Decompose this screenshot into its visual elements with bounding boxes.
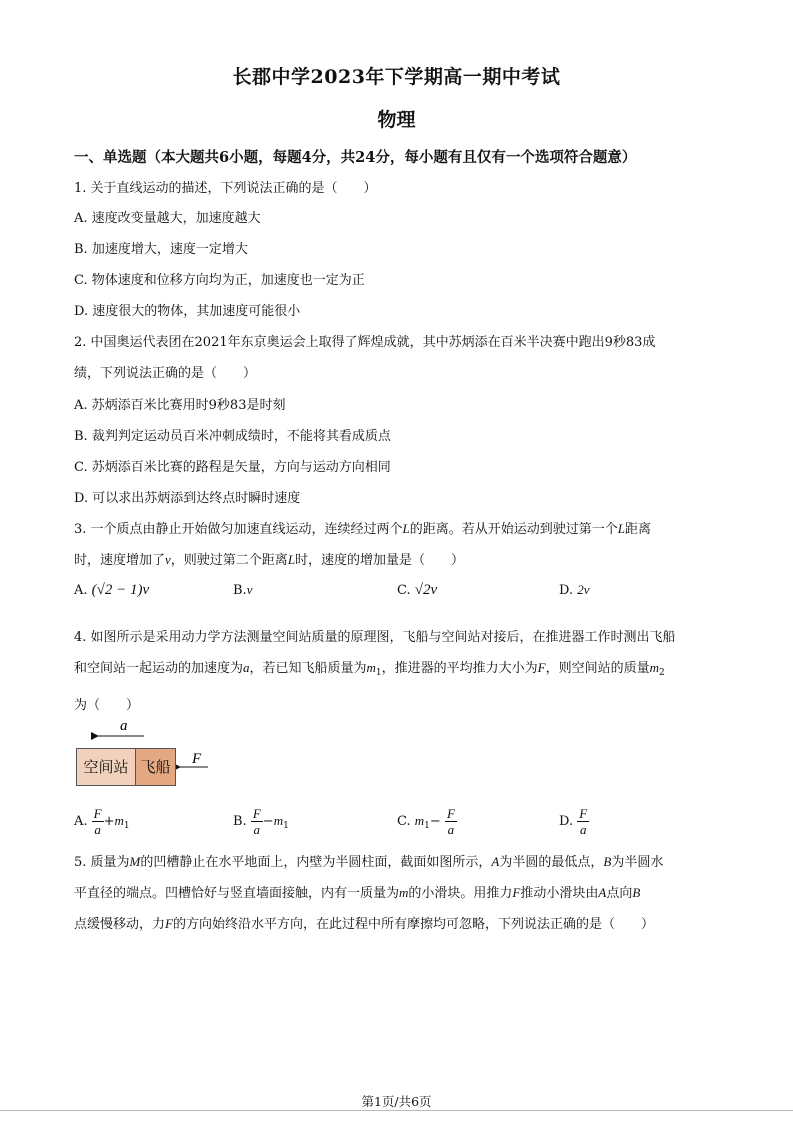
q4-opt-b-label: B. xyxy=(233,814,247,829)
q4-stem-line3: 为（ ） xyxy=(74,698,140,713)
q5-text-2a: 平直径的端点。凹槽恰好与竖直墙面接触，内有一质量为 xyxy=(74,886,400,901)
q3-opt-c-label: C. xyxy=(397,583,411,598)
q3-opt-a-expr: (√2 − 1)v xyxy=(91,582,150,598)
q1-stem: 1. 关于直线运动的描述，下列说法正确的是（ ） xyxy=(74,181,377,196)
q4-option-d xyxy=(559,806,589,837)
q3-var-v: v xyxy=(165,552,171,567)
q1-option-d: D. 速度很大的物体，其加速度可能很小 xyxy=(74,304,301,319)
q5-text-3a: 点缓慢移动，力 xyxy=(74,917,166,932)
q2-option-b: B. 裁判判定运动员百米冲刺成绩时，不能将其看成质点 xyxy=(74,429,391,444)
q3-stem-line1 xyxy=(74,518,651,537)
m1-symbol: m xyxy=(114,813,124,828)
m1-sub: 1 xyxy=(283,821,289,831)
q3-opt-b-expr: v xyxy=(246,582,253,597)
subject-title: 物理 xyxy=(377,109,416,131)
footer-divider xyxy=(0,1110,793,1111)
q5-var-b2: B xyxy=(632,885,641,900)
frac-denominator: a xyxy=(447,822,455,837)
q5-var-f2: F xyxy=(165,916,173,931)
frac-numerator: F xyxy=(93,806,102,821)
q4-var-m1: m xyxy=(366,660,376,675)
q2-option-c: C. 苏炳添百米比赛的路程是矢量，方向与运动方向相同 xyxy=(74,460,391,475)
spaceship-box: 飞船 xyxy=(135,748,176,786)
space-station-box: 空间站 xyxy=(76,748,136,786)
frac-denominator: a xyxy=(579,822,587,837)
q3-text-1c: 距离 xyxy=(625,522,652,537)
q4-opt-a-label: A. xyxy=(74,814,88,829)
q3-text-1b: 的距离。若从开始运动到驶过第一个 xyxy=(409,522,618,537)
frac-denominator: a xyxy=(94,822,101,837)
q2-stem-line2: 绩，下列说法正确的是（ ） xyxy=(74,366,257,381)
q3-var-l: L xyxy=(402,521,410,536)
q4-figure xyxy=(74,718,224,792)
q4-opt-c-label: C. xyxy=(397,814,411,829)
q5-text-1d: 为半圆水 xyxy=(611,855,664,870)
q3-opt-c-expr: √2v xyxy=(414,582,438,598)
q3-option-c xyxy=(397,582,437,599)
m1-sub: 1 xyxy=(424,821,430,831)
q5-text-2c: 推动小滑块由 xyxy=(520,886,599,901)
q2-stem-line1: 2. 中国奥运代表团在2021年东京奥运会上取得了辉煌成就，其中苏炳添在百米半决赛中跑出9秒83成 xyxy=(74,335,656,350)
q4-opt-a-frac xyxy=(92,806,104,837)
q4-text-2b: ，若已知飞船质量为 xyxy=(249,661,367,676)
q4-opt-d-frac xyxy=(577,806,589,837)
q4-var-f: F xyxy=(537,660,546,675)
m1-symbol: m xyxy=(414,813,425,828)
m1-symbol: m xyxy=(273,813,284,828)
q3-var-l2: L xyxy=(617,521,626,536)
q4-var-m2: m xyxy=(649,660,660,675)
q5-text-1c: 为半圆的最低点， xyxy=(499,855,604,870)
q5-stem-line3 xyxy=(74,913,654,932)
q4-var-a: a xyxy=(243,660,250,675)
q4-option-b xyxy=(233,806,289,837)
accel-label: a xyxy=(120,718,128,734)
q1-option-a: A. 速度改变量越大，加速度越大 xyxy=(74,211,261,226)
q4-var-m1-sub: 1 xyxy=(375,668,382,678)
page-footer: 第1页/共6页 xyxy=(361,1094,432,1109)
q3-text-2c: 时，速度的增加量是（ ） xyxy=(295,553,465,568)
q3-option-a xyxy=(74,582,149,599)
q3-opt-b-label: B. xyxy=(233,583,247,598)
q5-var-m: m xyxy=(399,885,409,900)
q5-var-b: B xyxy=(603,854,612,869)
q2-option-d: D. 可以求出苏炳添到达终点时瞬时速度 xyxy=(74,491,301,506)
q1-option-b: B. 加速度增大，速度一定增大 xyxy=(74,242,248,257)
q4-option-c xyxy=(397,806,457,837)
q4-text-2a: 和空间站一起运动的加速度为 xyxy=(74,661,244,676)
q5-var-m-big: M xyxy=(129,854,141,869)
q4-opt-c-frac xyxy=(445,806,457,837)
q5-text-2b: 的小滑块。用推力 xyxy=(408,886,513,901)
q5-text-1b: 的凹槽静止在水平地面上，内壁为半圆柱面，截面如图所示， xyxy=(140,855,492,870)
q1-option-c: C. 物体速度和位移方向均为正，加速度也一定为正 xyxy=(74,273,365,288)
minus-sign: − xyxy=(429,814,441,829)
q5-var-a2: A xyxy=(598,885,607,900)
q5-var-f: F xyxy=(512,885,521,900)
q4-text-2d: ，则空间站的质量 xyxy=(545,661,650,676)
q5-text-1a: 5. 质量为 xyxy=(74,855,130,870)
exam-title: 长郡中学2023年下学期高一期中考试 xyxy=(232,66,561,88)
q3-var-l3: L xyxy=(287,552,296,567)
q3-text-1a: 3. 一个质点由静止开始做匀加速直线运动，连续经过两个 xyxy=(74,522,403,537)
q3-opt-d-label: D. xyxy=(559,583,574,598)
section-heading: 一、单选题（本大题共6小题，每题4分，共24分，每小题有且仅有一个选项符合题意） xyxy=(74,149,637,166)
q4-opt-b-frac xyxy=(251,806,263,837)
q4-option-a xyxy=(74,806,130,837)
plus-sign: + xyxy=(103,814,115,829)
q5-stem-line2 xyxy=(74,882,640,901)
q3-option-b xyxy=(233,582,252,598)
q5-text-2d: 点向 xyxy=(606,886,633,901)
q4-opt-d-label: D. xyxy=(559,814,574,829)
frac-numerator: F xyxy=(446,806,455,821)
q3-stem-line2 xyxy=(74,549,464,568)
frac-numerator: F xyxy=(252,806,261,821)
m1-sub: 1 xyxy=(123,821,130,831)
q4-var-m2-sub: 2 xyxy=(659,668,665,678)
q5-text-3b: 的方向始终沿水平方向，在此过程中所有摩擦均可忽略，下列说法正确的是（ ） xyxy=(172,917,654,932)
frac-numerator: F xyxy=(579,806,588,821)
minus-sign: − xyxy=(262,814,274,829)
q4-text-2c: ，推进器的平均推力大小为 xyxy=(381,661,538,676)
q5-var-a: A xyxy=(491,854,500,869)
q4-stem-line1: 4. 如图所示是采用动力学方法测量空间站质量的原理图，飞船与空间站对接后，在推进器工作时测出飞船 xyxy=(74,630,676,645)
force-label: F xyxy=(192,751,202,767)
q3-text-2a: 时，速度增加了 xyxy=(74,553,166,568)
frac-denominator: a xyxy=(253,822,261,837)
q3-opt-d-expr: 2v xyxy=(577,582,590,597)
q5-stem-line1 xyxy=(74,851,663,870)
q2-option-a: A. 苏炳添百米比赛用时9秒83是时刻 xyxy=(74,398,286,413)
q3-option-d xyxy=(559,582,590,598)
q3-opt-a-label: A. xyxy=(74,583,88,598)
q4-stem-line2 xyxy=(74,657,665,678)
q3-text-2b: ，则驶过第二个距离 xyxy=(170,553,288,568)
